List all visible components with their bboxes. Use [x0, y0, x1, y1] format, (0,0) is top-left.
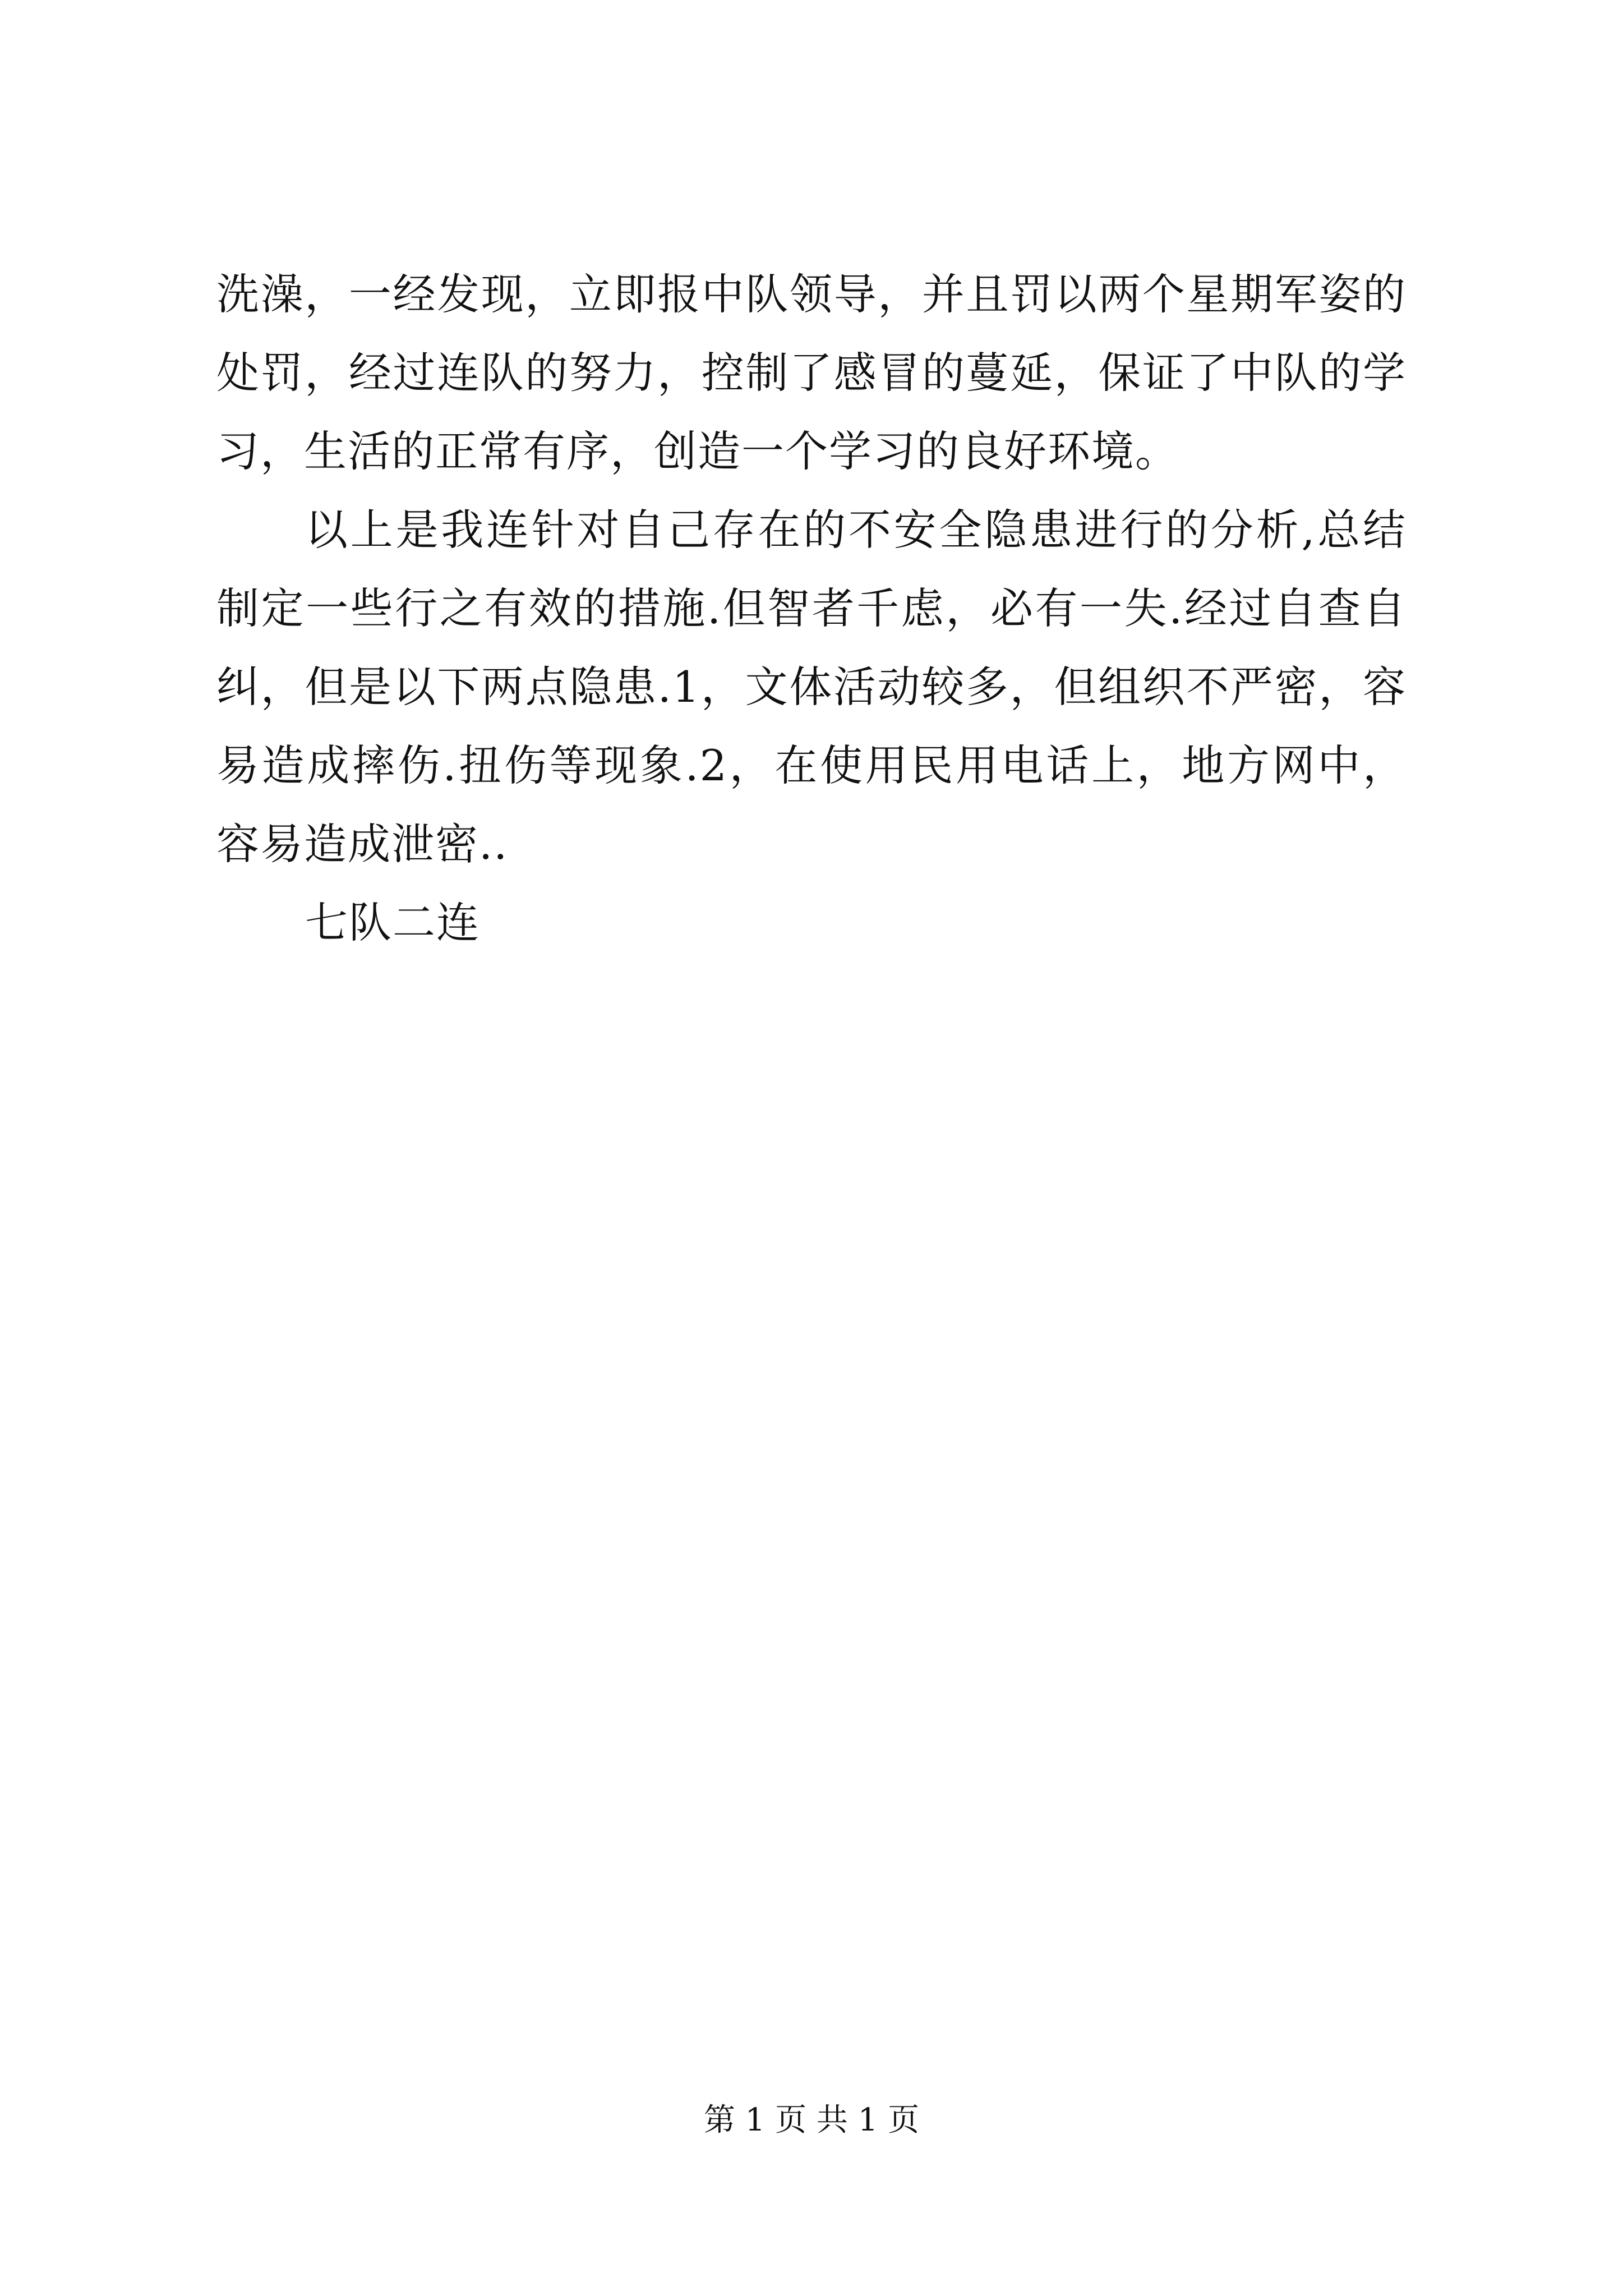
page-number-footer: 第 1 页 共 1 页 — [703, 2102, 920, 2138]
paragraph-continuation: 洗澡，一经发现，立即报中队领导，并且罚以两个星期军姿的处罚，经过连队的努力，控制了感冒的蔓延，保证了中队的学习，生活的正常有序，创造一个学习的良好环境。 — [216, 269, 1407, 476]
document-body — [216, 255, 1407, 962]
signature-unit: 七队二连 — [305, 898, 480, 947]
paragraph-summary: 以上是我连针对自己存在的不安全隐患进行的分析,总结制定一些行之有效的措施.但智者千虑，必有一失.经过自查自纠，但是以下两点隐患.1，文体活动较多，但组织不严密，容易造成摔伤.扭伤等现象.2，在使用民用电话上，地方网中，容易造成泄密.. — [216, 505, 1407, 869]
